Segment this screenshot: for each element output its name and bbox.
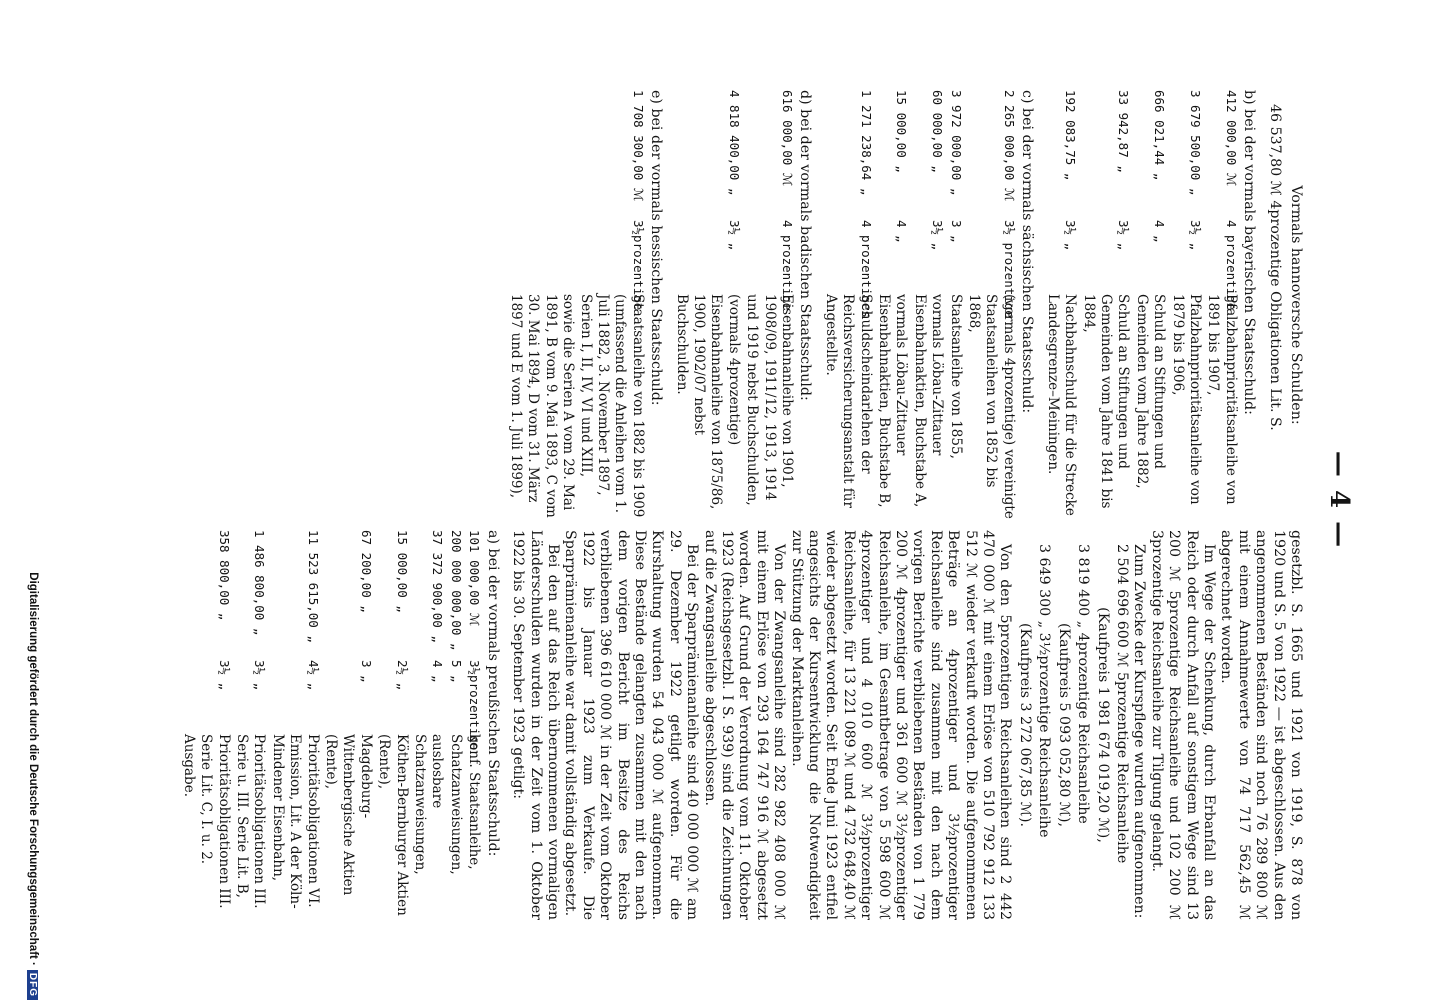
dfg-logo: DFG [27, 970, 38, 1000]
table-row [179, 530, 232, 920]
description-cell: Staatsanleihe von 1882 bis 1909 (umfassend die Anleihen vom 1. Juli 1882, 3. November 1897, Serien I, II, IV, VI und XIII, sowie die Serien A vom 29. Mai 1891, B vom 9. Mai 1893, C vom 30. Mai 1894, D vom 31. März 1897 und E vom 1. Juli 1899), [507, 294, 646, 518]
rate-cell: 2½ „ [394, 660, 410, 691]
debt-line: 46 537,80 ℳ 4prozentige Obligationen Lit. S. [1266, 104, 1283, 431]
kurspflege-line: 3 649 300 „ 3½prozentige Reichsanleihe [1036, 544, 1053, 838]
section-heading: e) bei der vormals hessischen Staatsschuld: [648, 90, 665, 406]
rate-cell: 3½ „ [1063, 220, 1079, 251]
amount-cell: 1 708 300,00 ℳ [630, 90, 646, 202]
rate-cell: 4 prozentige [780, 220, 796, 311]
rate-cell: 4 prozentige [1223, 220, 1239, 311]
amount-cell: 11 523 615,00 „ [305, 530, 321, 643]
amount-cell: 616 000,00 ℳ [780, 90, 796, 187]
rate-cell: 3½ „ [1116, 220, 1132, 251]
description-cell: Prioritätsobligationen VI. Emission, Lit. A der Köln-Mindener Eisenbahn, [269, 734, 321, 909]
rate-cell: 3 „ [948, 220, 964, 243]
table-row [507, 90, 647, 520]
description-cell: (vormals 4prozentige) vereinigte Staatsanleihen von 1852 bis 1868, [966, 294, 1017, 519]
debt-table [672, 90, 796, 520]
description-cell: Nachbahnschuld für die Strecke Landesgrenze–Meiningen. [1044, 294, 1079, 516]
debt-table [1043, 90, 1239, 520]
description-cell: Prioritätsobligationen III. Serie Lit. C, I. u. 2. Ausgabe. [180, 734, 232, 909]
rate-cell: 4 „ [894, 220, 910, 243]
description-cell: Magdeburg-Wittenbergische Aktien (Rente), [323, 734, 374, 896]
amount-cell: 358 800,00 „ [216, 530, 232, 621]
description-cell: vormals Löbau-Zittauer Eisenbahnaktien, Buchstabe A, [911, 294, 946, 508]
table-row [1079, 90, 1132, 520]
description-cell: Schuldscheindarlehen der Reichsversicherungsanstalt für Angestellte. [822, 294, 874, 508]
table-row [375, 530, 411, 920]
rate-cell: 3 „ [358, 660, 374, 683]
description-cell: Schuld an Stiftungen und Gemeinden vom Jahre 1841 bis 1884, [1080, 294, 1132, 509]
description-cell: (vormals 4prozentige) Eisenbahnanleihe von 1875/86, 1900, 1902/07 nebst Buchschulden. [673, 294, 742, 510]
amount-cell: 15 000,00 „ [894, 90, 910, 173]
description-cell: Schatzanweisungen, [447, 734, 464, 875]
amount-cell: 3 679 500,00 „ [1187, 90, 1203, 196]
description-cell: Pfalzbahnprioritätsanleihe von 1879 bis 1906, [1169, 294, 1203, 505]
table-row [1204, 90, 1240, 520]
amount-cell: 67 200,00 „ [358, 530, 374, 613]
description-cell: Staatsanleihe von 1855, [947, 294, 964, 459]
right-column [154, 90, 1304, 520]
table-row [411, 530, 447, 920]
description-cell: konf. Staatsanleihe, [466, 734, 483, 870]
description-cell: Schuld an Stiftungen und Gemeinden vom Jahre 1882, [1133, 294, 1168, 489]
table-row [322, 530, 375, 920]
section-heading: a) bei der vormals preußischen Staatsschuld: [484, 530, 501, 857]
description-cell: Prioritätsobligationen III. Serie u. III. Serie Lit. B, [234, 734, 268, 909]
table-row [1132, 90, 1168, 520]
description-cell: Eisenbahnanleihe von 1901, 1908/09, 1911/12, 1913, 1914 und 1919 nebst Buchschulden, [744, 294, 796, 506]
paragraph: Bei der Sparprämienanleihe sind 40 000 000 ℳ am 29. Dezember 1922 getilgt worden. Für die Kurshaltung wurden 54 043 000 ℳ aufgenommen. Diese Bestände gelangten zusammen mit den nach dem vorigen Bericht im Besitze des Reichs verbliebenen 396 610 000 ℳ in der Zeit vom Oktober 1922 bis Januar 1923 zum Verkaufe. Die Sparprämienanleihe war damit vollständig abgesetzt. [562, 530, 701, 920]
amount-cell: 33 942,87 „ [1116, 90, 1132, 173]
description-cell: Pfalzbahnprioritätsanleihe von 1891 bis 1907, [1205, 294, 1239, 505]
description-cell: auslosbare Schatzanweisungen, [412, 734, 446, 875]
rate-cell: 4 prozentiges [858, 220, 874, 318]
rate-cell: 4 „ [430, 660, 446, 683]
debt-table [821, 90, 1017, 520]
table-row [465, 530, 483, 920]
table-row [1168, 90, 1204, 520]
paragraph: gesetzbl. S. 1665 und 1921 von 1919, S. 878 von 1920 und S. 5 von 1922 — ist abgeschlossen. Aus den angenommenen Beständen sind noch 76 289 800 ℳ mit einem Annahmewerte von 74 717 562,45 ℳ abgerechnet worden. [1218, 530, 1304, 920]
kurspflege-line: 3 819 400 „ 4prozentige Reichsanleihe [1075, 544, 1092, 824]
left-column [154, 530, 1304, 920]
amount-cell: 15 000,00 „ [394, 530, 410, 613]
watermark-text: Digitalisierung gefördert durch die Deutsche Forschungsgemeinschaft · [27, 572, 39, 966]
rate-cell: 3½ „ [216, 660, 232, 691]
description-cell: Köthen-Bernburger Aktien (Rente), [376, 734, 410, 916]
amount-cell: 101 000,00 ℳ [467, 530, 483, 627]
rate-cell: 3½ „ [1187, 220, 1203, 251]
amount-cell: 200 000 000,00 „ [448, 530, 464, 651]
kurspflege-price: (Kaufpreis 3 272 067,85 ℳ). [1016, 622, 1033, 828]
section-heading: Vormals hannoversche Schulden: [1288, 185, 1304, 425]
amount-cell: 412 000,00 ℳ [1223, 90, 1239, 187]
amount-cell: 192 083,75 „ [1063, 90, 1079, 181]
rate-cell: 5 „ [448, 660, 464, 683]
table-row [233, 530, 269, 920]
kurspflege-line: 2 504 696 600 ℳ 5prozentige Reichsanleihe [1113, 544, 1130, 864]
amount-cell: 4 818 400,00 „ [726, 90, 742, 196]
paragraph: Zum Zwecke der Kurspflege wurden aufgenommen: [1131, 544, 1148, 919]
section-heading: c) bei der vormals sächsischen Staatsschuld: [1019, 90, 1036, 414]
rate-cell: 3½prozentige [630, 220, 646, 311]
table-row [875, 90, 911, 520]
paragraph: Bei den auf das Reich übernommenen vormaligen Länderschulden wurden in der Zeit vom 1. Oktober 1922 bis 30. September 1923 getilgt: [510, 530, 561, 920]
kurspflege-price: (Kaufpreis 1 981 674 019,20 ℳ), [1094, 607, 1111, 843]
rate-cell: 3½ „ [930, 220, 946, 251]
section-heading: d) bei der vormals badischen Staatsschuld: [797, 90, 814, 401]
rate-cell: 3½ „ [252, 660, 268, 691]
table-row [1043, 90, 1079, 520]
debt-table [179, 530, 483, 920]
amount-cell: 2 265 000,00 ℳ [1001, 90, 1017, 202]
digitization-watermark [27, 380, 39, 1000]
table-row [821, 90, 874, 520]
paragraph: Von der Zwangsanleihe sind 282 982 408 000 ℳ mit einem Erlöse von 293 164 747 916 ℳ abgesetzt worden. Auf Grund der Verordnung vom 11. Oktober 1923 (Reichsgesetzbl. I S. 939) sind die Zeichnungen auf die Zwangsanleihe abgeschlossen. [701, 530, 788, 920]
amount-cell: 3 972 000,00 „ [948, 90, 964, 196]
rate-cell: 3½ „ [726, 220, 742, 251]
kurspflege-price: (Kaufpreis 5 093 052,80 ℳ), [1055, 622, 1072, 828]
paragraph: Von den 5prozentigen Reichsanleihen sind 2 442 470 000 ℳ mit einem Erlöse von 510 792 912 133 512 ℳ wieder verkauft worden. Die aufgenommenen Beträge an 4prozentiger und 3½prozentiger Reichsanleihe sind zusammen mit den nach dem vorigen Berichte verbliebenen Beständen von 1 779 200 ℳ 4prozentiger und 361 600 ℳ 3½prozentiger Reichsanleihe, im Gesamtbetrage von 5 598 600 ℳ 4prozentiger und 4 010 600 ℳ 3½prozentiger Reichsanleihe, für 13 221 089 ℳ und 4 732 648,40 ℳ wieder abgesetzt worden. Seit Ende Juni 1923 entfiel angesichts der Kursentwicklung die Notwendigkeit zur Stützung der Marktanleihen. [788, 530, 1014, 920]
table-row [946, 90, 964, 520]
amount-cell: 666 021,44 „ [1152, 90, 1168, 181]
table-row [910, 90, 946, 520]
amount-cell: 1 486 800,00 „ [252, 530, 268, 636]
table-row [743, 90, 796, 520]
rate-cell: 4 „ [1152, 220, 1168, 243]
section-heading: b) bei der vormals bayerischen Staatsschuld: [1241, 90, 1258, 415]
amount-cell: 60 000,00 „ [930, 90, 946, 173]
debt-table [507, 90, 647, 520]
table-row [268, 530, 321, 920]
table-row [965, 90, 1018, 520]
description-cell: vormals Löbau-Zittauer Eisenbahnaktien, Buchstabe B, [876, 294, 910, 508]
amount-cell: 1 271 238,64 „ [858, 90, 874, 196]
rate-cell: 3½prozentige [467, 660, 483, 751]
page-number: — 4 — [1324, 450, 1354, 550]
amount-cell: 37 372 900,00 „ [430, 530, 446, 643]
paragraph: Im Wege der Schenkung, durch Erbanfall an das Reich oder durch Anfall auf sonstigem Wege sind 13 200 ℳ 5prozentige Reichsanleihe und 102 200 ℳ 3prozentige Reichsanleihe zur Tilgung gelangt. [1148, 530, 1217, 920]
rate-cell: 4½ „ [305, 660, 321, 691]
table-row [447, 530, 465, 920]
rate-cell: 3½ prozentige [1001, 220, 1017, 318]
table-row [672, 90, 743, 520]
